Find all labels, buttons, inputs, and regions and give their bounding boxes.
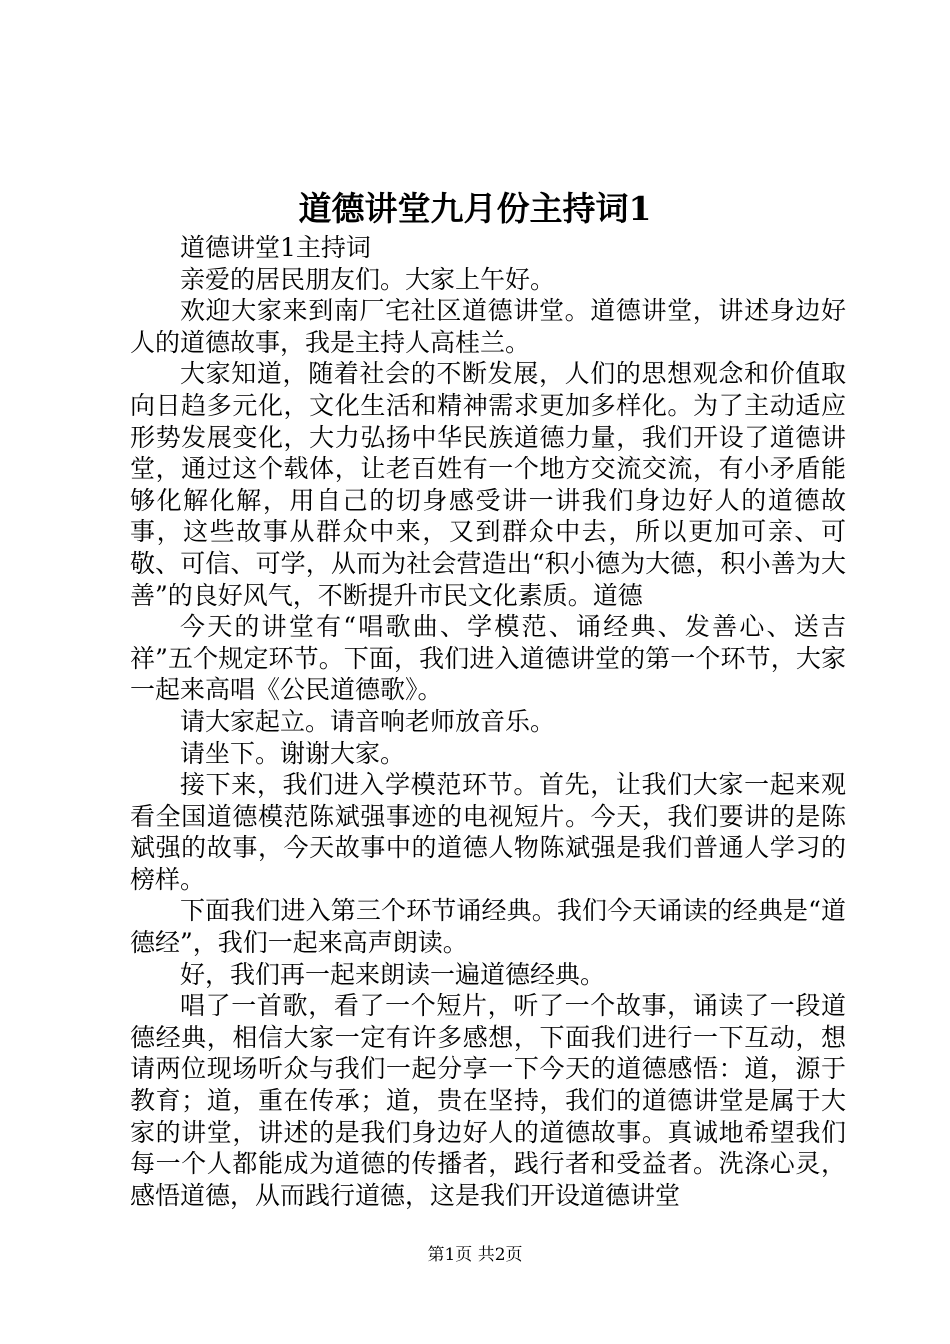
paragraph: 下面我们进入第三个环节诵经典。我们今天诵读的经典是“道德经”，我们一起来高声朗读。 [130, 896, 846, 958]
paragraph: 请大家起立。请音响老师放音乐。 [180, 706, 556, 736]
paragraph: 唱了一首歌，看了一个短片，听了一个故事，诵读了一段道德经典，相信大家一定有许多感想，下面我们进行一下互动，想请两位现场听众与我们一起分享一下今天的道德感悟：道，源于教育；道，重在传承；道，贵在坚持，我们的道德讲堂是属于大家的讲堂，讲述的是我们身边好人的道德故事。真诚地希望我们每一个人都能成为道德的传播者，践行者和受益者。洗涤心灵，感悟道德，从而践行道德，这是我们开设道德讲堂 [130, 991, 846, 1210]
paragraph: 好，我们再一起来朗读一遍道德经典。 [180, 959, 606, 989]
paragraph: 欢迎大家来到南厂宅社区道德讲堂。道德讲堂，讲述身边好人的道德故事，我是主持人高桂兰。 [130, 296, 846, 357]
document-title: 道德讲堂九月份主持词1 [298, 189, 652, 228]
paragraph: 请坐下。谢谢大家。 [180, 738, 406, 768]
page-number-footer: 第1页 共2页 [427, 1245, 523, 1265]
paragraph: 接下来，我们进入学模范环节。首先，让我们大家一起来观看全国道德模范陈斌强事迹的电视短片。今天，我们要讲的是陈斌强的故事，今天故事中的道德人物陈斌强是我们普通人学习的榜样。 [130, 770, 846, 894]
paragraph: 今天的讲堂有“唱歌曲、学模范、诵经典、发善心、送吉祥”五个规定环节。下面，我们进入道德讲堂的第一个环节，大家一起来高唱《公民道德歌》。 [130, 612, 846, 705]
paragraph: 亲爱的居民朋友们。大家上午好。 [180, 264, 556, 294]
paragraph: 道德讲堂1主持词 [180, 233, 371, 262]
document-body [130, 232, 846, 1211]
paragraph: 大家知道，随着社会的不断发展，人们的思想观念和价值取向日趋多元化，文化生活和精神需求更加多样化。为了主动适应形势发展变化，大力弘扬中华民族道德力量，我们开设了道德讲堂，通过这个载体，让老百姓有一个地方交流交流，有小矛盾能够化解化解，用自己的切身感受讲一讲我们身边好人的道德故事，这些故事从群众中来，又到群众中去，所以更加可亲、可敬、可信、可学，从而为社会营造出“积小德为大德，积小善为大善”的良好风气，不断提升市民文化素质。道德 [130, 359, 846, 610]
